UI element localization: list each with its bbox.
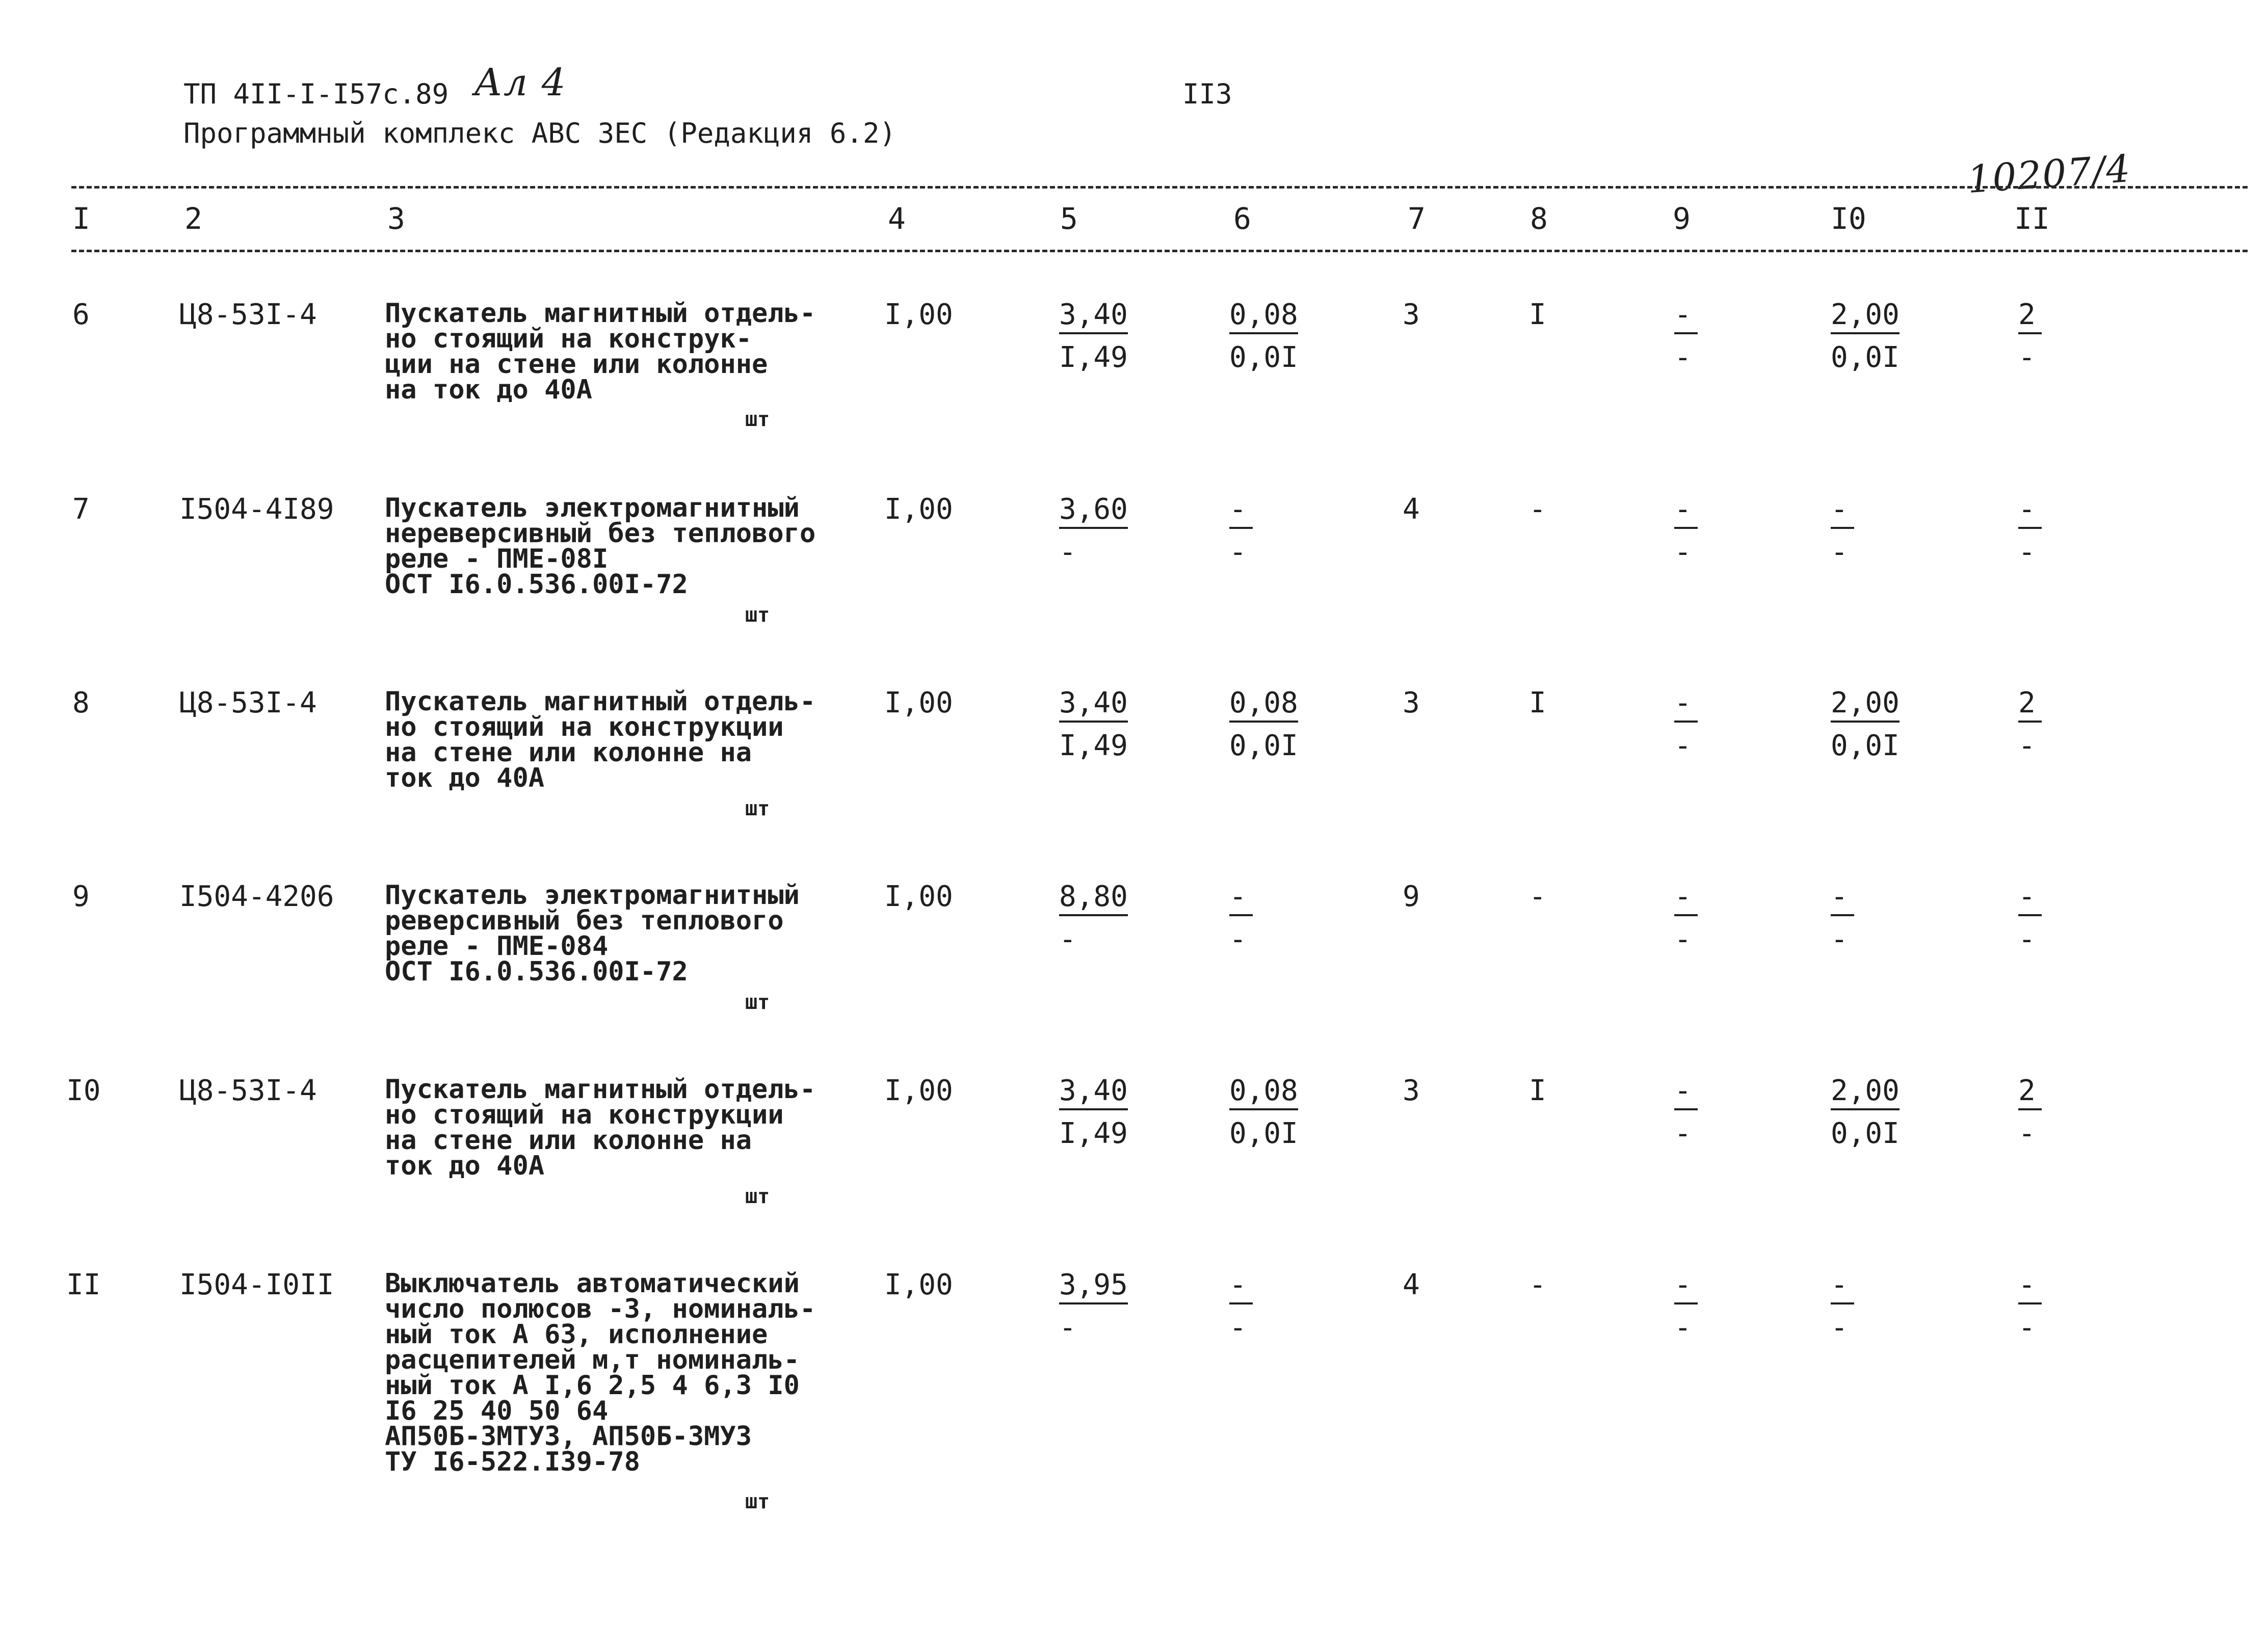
item-description: Выключатель автоматический число полюсов -3, номиналь- ный ток А 63, исполнение расцепителей м,т номиналь- ный ток А I,6 2,5 4 6,3 I0 I6 25 40 50 64 АП50Б-3МТУ3, АП50Б-3МУ3 ТУ I6-522.I39-78 (385, 1268, 816, 1477)
handwritten-mark: Ал 4 (474, 61, 567, 104)
col7-value: 3 (1403, 1074, 1420, 1107)
row-number: II (66, 1268, 101, 1301)
col5-value: $\frac{3,40}{I,49}$ (1059, 686, 1128, 762)
col-header-5: 5 (1060, 201, 1078, 236)
item-code: Ц8-53I-4 (179, 686, 317, 720)
doc-code: ТП 4II-I-I57с.89 (183, 78, 449, 110)
col6-value: - - (1229, 883, 1253, 954)
col6-value: - - (1229, 1271, 1253, 1342)
item-unit: шт (745, 603, 770, 627)
col8-value: - (1529, 493, 1546, 526)
item-quantity: I,00 (884, 686, 953, 720)
col6-value: $\frac{0,08}{0,0I}$ (1229, 298, 1298, 374)
archive-number: 10207/4 (1966, 146, 2133, 202)
col-header-4: 4 (888, 201, 906, 236)
col11-value: - - (2018, 883, 2042, 954)
item-description: Пускатель электромагнитный нереверсивный без теплового реле - ПМЕ-08I ОСТ I6.0.536.00I-72 (385, 493, 816, 600)
item-description: Пускатель магнитный отдель- но стоящий на конструкции на стене или колонне на ток до 40А (385, 686, 816, 793)
table-top-rule (71, 186, 2248, 189)
col-header-9: 9 (1673, 201, 1691, 236)
item-code: I504-4206 (179, 880, 334, 913)
col9-value: - - (1674, 689, 1698, 760)
col-header-2: 2 (184, 201, 202, 236)
col7-value: 3 (1403, 686, 1420, 720)
row-number: 9 (72, 880, 90, 913)
item-code: Ц8-53I-4 (179, 1074, 317, 1107)
col6-value: - - (1229, 495, 1253, 567)
col11-value: 2 - (2018, 689, 2042, 760)
row-number: 8 (72, 686, 90, 720)
col10-value: - - (1831, 883, 1854, 954)
col-header-11: II (2014, 201, 2050, 236)
item-quantity: I,00 (884, 1074, 953, 1107)
item-quantity: I,00 (884, 298, 953, 331)
item-unit: шт (745, 1490, 770, 1513)
row-number: I0 (66, 1074, 101, 1107)
col5-value: $\frac{3,40}{I,49}$ (1059, 298, 1128, 374)
col10-value: - - (1831, 1271, 1854, 1342)
page-number: II3 (1182, 78, 1232, 110)
col6-value: $\frac{0,08}{0,0I}$ (1229, 1074, 1298, 1150)
col10-value: - - (1831, 495, 1854, 567)
col8-value: I (1529, 1074, 1546, 1107)
col-header-7: 7 (1408, 201, 1426, 236)
col10-value: $\frac{2,00}{0,0I}$ (1831, 298, 1900, 374)
col9-value: - - (1674, 1077, 1698, 1148)
col11-value: - - (2018, 1271, 2042, 1342)
doc-subtitle: Программный комплекс АВС ЗЕС (Редакция 6.2) (183, 117, 896, 149)
col5-value: $\frac{3,40}{I,49}$ (1059, 1074, 1128, 1150)
col-header-6: 6 (1233, 201, 1251, 236)
item-description: Пускатель магнитный отдель- но стоящий на конструк- ции на стене или колонне на ток до 40А (385, 298, 816, 405)
col7-value: 4 (1403, 493, 1420, 526)
item-code: I504-I0II (179, 1268, 334, 1301)
col7-value: 9 (1403, 880, 1420, 913)
col6-value: $\frac{0,08}{0,0I}$ (1229, 686, 1298, 762)
row-number: 7 (72, 493, 90, 526)
item-code: Ц8-53I-4 (179, 298, 317, 331)
col11-value: 2 - (2018, 301, 2042, 372)
col-header-10: I0 (1831, 201, 1866, 236)
col9-value: - - (1674, 1271, 1698, 1342)
col10-value: $\frac{2,00}{0,0I}$ (1831, 686, 1900, 762)
item-unit: шт (745, 1185, 770, 1208)
col9-value: - - (1674, 301, 1698, 372)
item-quantity: I,00 (884, 880, 953, 913)
col7-value: 4 (1403, 1268, 1420, 1301)
col5-value: 3,60 - (1059, 493, 1128, 569)
item-code: I504-4I89 (179, 493, 334, 526)
item-unit: шт (745, 991, 770, 1014)
col8-value: I (1529, 298, 1546, 331)
col8-value: - (1529, 880, 1546, 913)
col9-value: - - (1674, 883, 1698, 954)
col5-value: 3,95 - (1059, 1268, 1128, 1344)
col-header-1: I (72, 201, 90, 236)
col8-value: I (1529, 686, 1546, 720)
item-unit: шт (745, 797, 770, 820)
col10-value: $\frac{2,00}{0,0I}$ (1831, 1074, 1900, 1150)
col8-value: - (1529, 1268, 1546, 1301)
item-quantity: I,00 (884, 1268, 953, 1301)
col11-value: - - (2018, 495, 2042, 567)
col-header-3: 3 (387, 201, 405, 236)
header-bottom-rule (71, 250, 2248, 252)
row-number: 6 (72, 298, 90, 331)
item-description: Пускатель магнитный отдель- но стоящий на конструкции на стене или колонне на ток до 40А (385, 1074, 816, 1181)
col11-value: 2 - (2018, 1077, 2042, 1148)
col5-value: 8,80 - (1059, 880, 1128, 956)
col9-value: - - (1674, 495, 1698, 567)
col7-value: 3 (1403, 298, 1420, 331)
item-quantity: I,00 (884, 493, 953, 526)
item-unit: шт (745, 408, 770, 431)
col-header-8: 8 (1530, 201, 1548, 236)
item-description: Пускатель электромагнитный реверсивный без теплового реле - ПМЕ-084 ОСТ I6.0.536.00I-72 (385, 880, 800, 987)
